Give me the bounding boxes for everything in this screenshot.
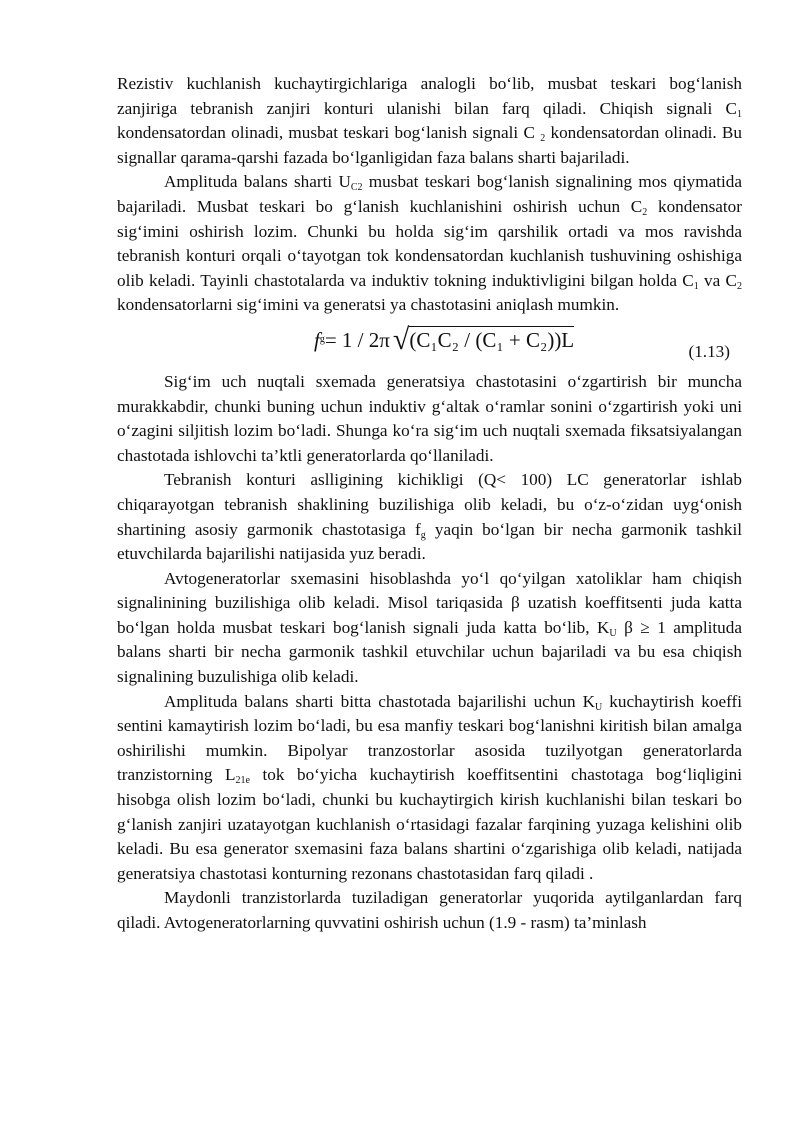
paragraph-3	[117, 370, 742, 468]
text-run: yaqin bo‘lgan bir necha garmonik tashkil etuvchilarda bajarilishi natijasida yuz beradi.	[117, 519, 742, 564]
paragraph-4	[117, 468, 742, 566]
subscript: 2	[540, 133, 546, 145]
text-run: musbat teskari bog‘lanish signalining mos qiymatida bajariladi. Musbat teskari bo g‘lanish kuchlanishini oshirish uchun C	[117, 172, 742, 216]
paragraph-2	[117, 170, 742, 318]
text-run: Avtogeneratorlar sxemasini hisoblashda yo‘l qo‘yilgan xatoliklar ham chiqish signalinining buzilishiga olib keladi. Misol tariqasida β uzatish koeffitsenti juda katta bo‘lgan holda musbat teskari bog‘lanish signali juda katta bo‘lib, K	[117, 568, 742, 637]
subscript: 1	[737, 108, 742, 120]
text-run: kondensatorlarni sig‘imini va generatsi ya chastotasini aniqlash mumkin.	[117, 295, 620, 315]
subscript: U	[595, 701, 603, 713]
text-run: tok bo‘yicha kuchaytirish koeffitsentini chastotaga bog‘liqligini hisobga olish lozim bo‘ladi, chunki bu kuchaytirgich kirish kuchlanishi bilan teskari bo g‘lanish zanjiri uzatayotgan kuchlanish o‘rtasidagi fazalar farqining yuzaga kelishini olib keladi. Bu esa generator sxemasini faza balans shartini o‘zgarishiga olib keladi, natijada generatsiya chastotasi konturning rezonans chastotasidan farq qiladi .	[117, 765, 742, 883]
text-run: Sig‘im uch nuqtali sxemada generatsiya chastotasini o‘zgartirish bir muncha murakkabdir, chunki buning uchun induktiv g‘altak o‘ramlar sonini o‘zgartirish yoki uni o‘zagini siljitish lozim bo‘ladi. Shunga ko‘ra sig‘im uch nuqtali sxemada fiksatsiyalangan chastotada ishlovchi ta’ktli generatorlarda qo‘llaniladi.	[117, 371, 742, 465]
text-run: Maydonli tranzistorlarda tuziladigan generatorlar yuqorida aytilganlardan farq qiladi. Avtogeneratorlarning quvvatini oshirish uchun (1.9 - rasm) ta’minlash	[117, 888, 742, 932]
text-run: kondensatordan olinadi, musbat teskari bog‘lanish signali C	[117, 123, 541, 143]
paragraph-7	[117, 886, 742, 935]
formula-lhs-symbol: f	[314, 327, 320, 352]
text-run: Tebranish konturi aslligining kichikligi (Q< 100) LC generatorlar ishlab chiqarayotgan tebranish shaklining buzilishiga olib keladi, bu o‘z-o‘zidan uyg‘onish shartining asosiy garmonik chastotasiga f	[117, 470, 742, 539]
equation-number: (1.13)	[688, 341, 730, 361]
text-run: Amplituda balans sharti U	[164, 172, 351, 192]
text-run: kondensator sig‘imini oshirish lozim. Chunki bu holda sig‘im qarshilik ortadi va mos ravishda tebranish konturi orqali o‘tayotgan tok kondensatordan kuchlanish tushuvining oshishiga olib keladi. Tayinli chastotalarda va induktiv tokning induktivligini bilgan holda C	[117, 196, 742, 290]
formula-expression: f g = 1 / 2π √ (C₁C₂ / (C₁ + C₂))L	[314, 322, 575, 356]
subscript: 1	[693, 280, 699, 292]
subscript: 21e	[235, 775, 250, 787]
paragraph-6	[117, 690, 742, 887]
subscript: g	[420, 529, 426, 541]
text-run: β ≥ 1 amplituda balans sharti bir necha garmonik tashkil etuvchilar uchun bajariladi va bu esa chiqish signalining buzulishiga olib keladi.	[117, 617, 742, 687]
subscript: C2	[350, 182, 363, 194]
sqrt-symbol: √	[392, 322, 410, 356]
subscript: U	[609, 627, 617, 639]
subscript: 2	[737, 280, 742, 292]
text-run: Amplituda balans sharti bitta chastotada bajarilishi uchun K	[164, 691, 596, 711]
text-run: Rezistiv kuchlanish kuchaytirgichlariga analogli bo‘lib, musbat teskari bog‘lanish zanjiriga tebranish zanjiri konturi ulanishi bilan farq qiladi. Chiqish signali C	[117, 74, 742, 118]
formula-1-13	[117, 320, 742, 370]
text-run: kondensatordan olinadi. Bu signallar qarama-qarshi fazada bo‘lganligidan faza balans sharti bajariladi.	[117, 123, 742, 167]
text-body	[117, 72, 742, 936]
text-run: va C	[698, 270, 737, 290]
text-run: kuchaytirish koeffi sentini kamaytirish lozim bo‘ladi, bu esa manfiy teskari bog‘lanishni kiritish bilan amalga oshirilishi mumkin. Bipolyar tranzostorlar asosida tuzilyotgan generatorlarda tranzistorning L	[117, 691, 742, 785]
subscript: 2	[642, 206, 648, 218]
paragraph-1	[117, 72, 742, 170]
formula-lhs-rest: = 1 / 2π	[324, 327, 390, 352]
formula-radicand: (C₁C₂ / (C₁ + C₂))L	[409, 327, 575, 352]
paragraph-5	[117, 567, 742, 690]
